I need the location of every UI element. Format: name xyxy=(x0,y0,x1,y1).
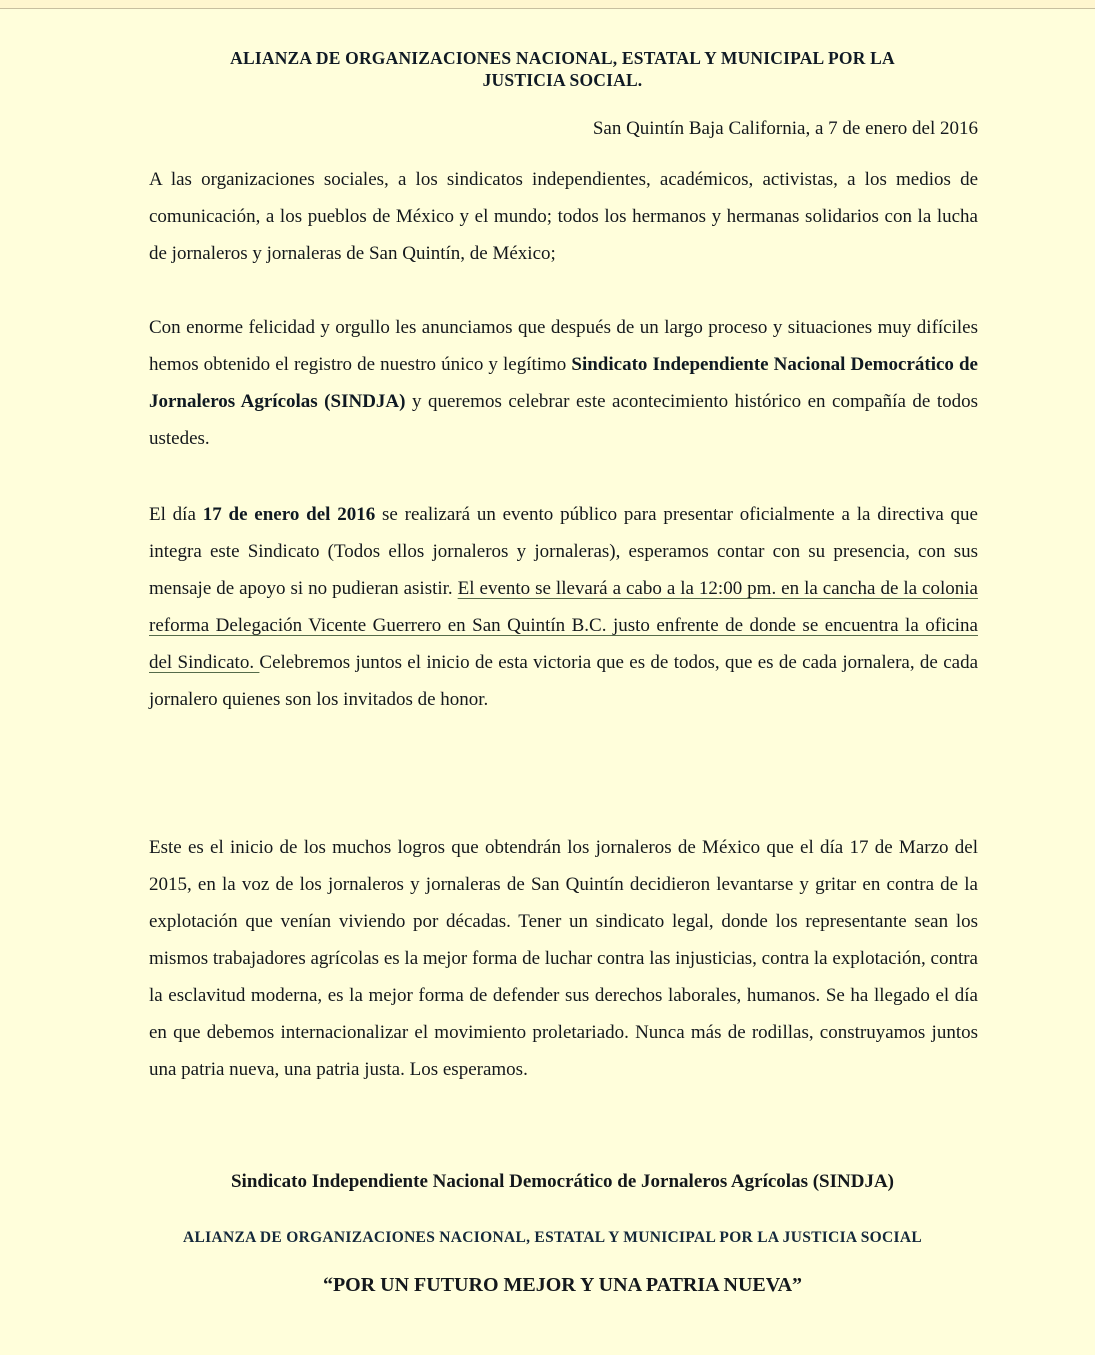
top-border xyxy=(0,0,1095,9)
paragraph-announcement xyxy=(149,309,978,457)
announcement-text-1: Con enorme felicidad y orgullo les anunciamos que después de un largo proceso y situaciones muy difíciles hemos obtenido el registro de nuestro único y legítimo xyxy=(149,317,978,375)
event-text-1: El día xyxy=(149,504,203,525)
event-date-bold: 17 de enero del 2016 xyxy=(202,504,376,525)
paragraph-salutation: A las organizaciones sociales, a los sindicatos independientes, académicos, activistas, a los medios de comunicación, a los pueblos de México y el mundo; todos los hermanos y hermanas solidarios con la lucha de jornaleros y jornaleras de San Quintín, de México; xyxy=(149,169,978,264)
paragraph-event xyxy=(149,496,978,718)
announcement-text-2: y queremos celebrar este acontecimiento histórico en compañía de todos ustedes. xyxy=(149,391,978,449)
paragraph-closing: Este es el inicio de los muchos logros que obtendrán los jornaleros de México que el día 17 de Marzo del 2015, en la voz de los jornaleros y jornaleras de San Quintín decidieron levantarse y gritar en contra de la explotación que venían viviendo por décadas. Tener un sindicato legal, donde los representante sean los mismos trabajadores agrícolas es la mejor forma de luchar contra las injusticias, contra la explotación, contra la esclavitud moderna, es la mejor forma de defender sus derechos laborales, humanos. Se ha llegado el día en que debemos internacionalizar el movimiento proletariado. Nunca más de rodillas, construyamos juntos una patria nueva, una patria justa. Los esperamos. xyxy=(149,837,978,1080)
signature-union: Sindicato Independiente Nacional Democrático de Jornaleros Agrícolas (SINDJA) xyxy=(230,1171,895,1192)
header-line-2: JUSTICIA SOCIAL. xyxy=(482,70,643,90)
event-text-2: se realizará un evento público para presentar oficialmente a la directiva que integra este Sindicato (Todos ellos jornaleros y jornaleras), esperamos contar con su presencia, con sus mensaje de apoyo si no pudieran asistir. xyxy=(149,504,978,599)
date-line: San Quintín Baja California, a 7 de enero del 2016 xyxy=(592,118,978,139)
header-line-1: ALIANZA DE ORGANIZACIONES NACIONAL, ESTATAL Y MUNICIPAL POR LA xyxy=(230,48,895,68)
event-text-3: Celebremos juntos el inicio de esta victoria que es de todos, que es de cada jornalera, de cada jornalero quienes son los invitados de honor. xyxy=(149,652,978,710)
document-header xyxy=(120,47,1005,91)
event-location-underlined: El evento se llevará a cabo a la 12:00 pm. en la cancha de la colonia reforma Delegación Vicente Guerrero en San Quintín B.C. justo enfrente de donde se encuentra la oficina del Sindicato. xyxy=(149,578,978,673)
signature-alliance: ALIANZA DE ORGANIZACIONES NACIONAL, ESTATAL Y MUNICIPAL POR LA JUSTICIA SOCIAL xyxy=(183,1229,922,1246)
union-name-bold: Sindicato Independiente Nacional Democrático de Jornaleros Agrícolas (SINDJA) xyxy=(149,354,978,412)
motto: “POR UN FUTURO MEJOR Y UNA PATRIA NUEVA” xyxy=(322,1274,803,1296)
